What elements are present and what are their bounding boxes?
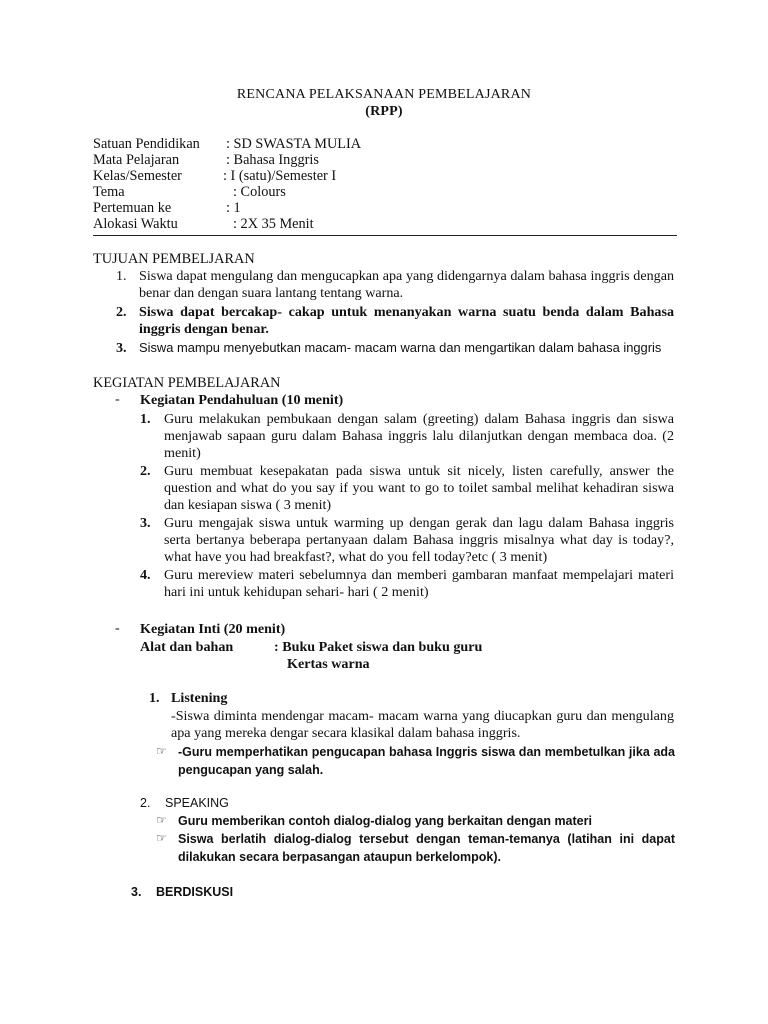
identity-key: Pertemuan ke	[93, 200, 172, 216]
inti-title: Kegiatan Inti (20 menit)	[140, 621, 286, 637]
listening-bullet-1: -Guru memperhatikan pengucapan bahasa Inggris siswa dan membetulkan jika ada pengucapan yang salah.	[178, 745, 675, 777]
section-heading-kegiatan: KEGIATAN PEMBELAJARAN	[93, 375, 281, 391]
dash-bullet: -	[115, 621, 120, 636]
speaking-title: SPEAKING	[165, 796, 229, 810]
identity-value: : SD SWASTA MULIA	[226, 136, 362, 152]
identity-value: : Colours	[233, 184, 286, 200]
pendahuluan-item-4: Guru mereview materi sebelumnya dan memberi gambaran manfaat mempelajari materi hari ini untuk kehidupan sehari- hari ( 2 menit)	[164, 567, 674, 600]
pendahuluan-item-3: Guru mengajak siswa untuk warming up dengan gerak dan lagu dalam Bahasa inggris serta bertanya beberapa pertanyaan dalam Bahasa inggris misalnya what day is today?, what have you had breakfast?, what do you fell today?etc ( 3 menit)	[164, 515, 674, 565]
document-subtitle: (RPP)	[365, 104, 403, 119]
alat-value-2: Kertas warna	[287, 656, 370, 672]
pendahuluan-title: Kegiatan Pendahuluan (10 menit)	[140, 392, 344, 408]
list-number: 1.	[116, 268, 127, 284]
dash-bullet: -	[115, 392, 120, 407]
alat-label: Alat dan bahan	[140, 639, 234, 655]
tujuan-item-2: Siswa dapat bercakap- cakap untuk menanyakan warna suatu benda dalam Bahasa inggris dengan benar.	[139, 304, 674, 337]
list-number: 1.	[140, 411, 151, 427]
pointing-hand-icon: ☞	[156, 813, 167, 827]
section-heading-tujuan: TUJUAN PEMBELJARAN	[93, 251, 255, 267]
document-title: RENCANA PELAKSANAAN PEMBELAJARAN	[236, 87, 532, 102]
identity-key: Mata Pelajaran	[93, 152, 180, 168]
pendahuluan-item-1: Guru melakukan pembukaan dengan salam (greeting) dalam Bahasa inggris dan siswa menjawab sapaan guru dalam Bahasa inggris lalu dilanjutkan dengan membaca doa. (2 menit)	[164, 411, 674, 461]
berdiskusi-title: BERDISKUSI	[156, 885, 234, 899]
listening-text: -Siswa diminta mendengar macam- macam warna yang diucapkan guru dan mengulang apa yang mereka dengar secara klasikal dalam bahasa inggris.	[171, 708, 674, 741]
list-number: 3.	[131, 885, 142, 899]
speaking-bullet-2: Siswa berlatih dialog-dialog tersebut dengan teman-temanya (latihan ini dapat dilakukan secara berpasangan ataupun berkelompok).	[178, 832, 675, 864]
tujuan-item-1: Siswa dapat mengulang dan mengucapkan apa yang didengarnya dalam bahasa inggris dengan benar dan dengan suara lantang tentang warna.	[139, 268, 674, 301]
list-number: 2.	[140, 463, 151, 479]
identity-key: Satuan Pendidikan	[93, 136, 200, 152]
alat-value: : Buku Paket siswa dan buku guru	[274, 639, 483, 655]
identity-value: : Bahasa Inggris	[226, 152, 319, 168]
identity-value: : 2X 35 Menit	[233, 216, 314, 232]
speaking-bullet-1: Guru memberikan contoh dialog-dialog yang berkaitan dengan materi	[178, 814, 592, 828]
identity-value: : I (satu)/Semester I	[223, 168, 337, 184]
tujuan-item-3: Siswa mampu menyebutkan macam- macam warna dan mengartikan dalam bahasa inggris	[139, 340, 662, 355]
identity-value: : 1	[226, 200, 241, 216]
pointing-hand-icon: ☞	[156, 744, 167, 758]
identity-key: Tema	[93, 184, 125, 200]
list-number: 3.	[140, 515, 151, 531]
list-number: 2.	[116, 304, 127, 320]
list-number: 3.	[116, 340, 127, 356]
list-number: 2.	[140, 796, 151, 810]
list-number: 4.	[140, 567, 151, 583]
pendahuluan-item-2: Guru membuat kesepakatan pada siswa untuk sit nicely, listen carefully, answer the question and what do you say if you want to go to toilet sambal melihat kehadiran siswa dan kesiapan siswa ( 3 menit)	[164, 463, 674, 513]
list-number: 1.	[149, 690, 160, 706]
identity-key: Kelas/Semester	[93, 168, 182, 184]
identity-key: Alokasi Waktu	[93, 216, 178, 232]
header-divider	[93, 235, 677, 236]
listening-title: Listening	[171, 690, 228, 706]
pointing-hand-icon: ☞	[156, 831, 167, 845]
